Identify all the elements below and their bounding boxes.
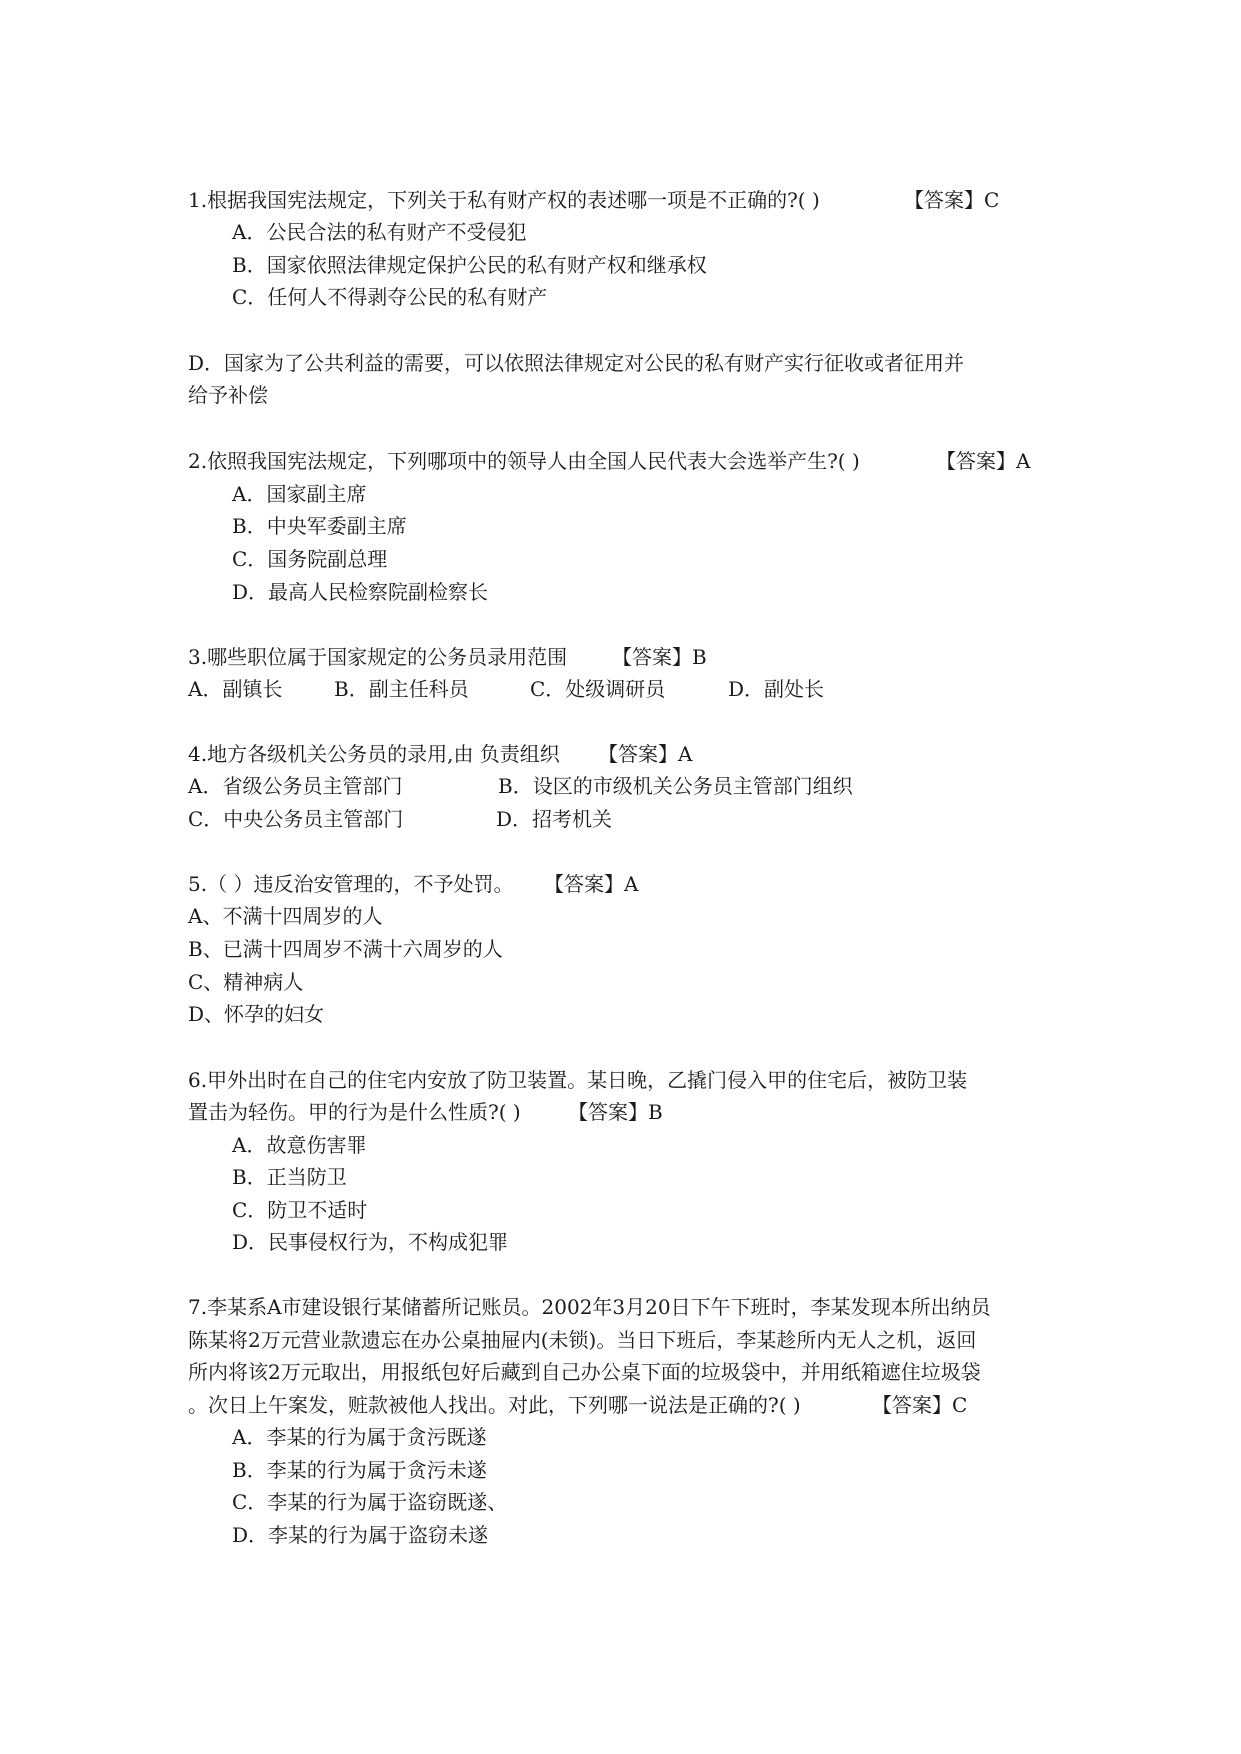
question-3-option-a: A．副镇长 — [188, 677, 283, 701]
question-7-stem-cont-1: 陈某将2万元营业款遗忘在办公桌抽屉内(未锁)。当日下班后，李某趁所内无人之机，返回 — [188, 1328, 977, 1352]
question-2-stem: 2.依照我国宪法规定，下列哪项中的领导人由全国人民代表大会选举产生?( ) — [188, 449, 860, 473]
question-5-option-b: B、已满十四周岁不满十六周岁的人 — [188, 937, 503, 961]
question-2-option-d: D．最高人民检察院副检察长 — [232, 580, 489, 604]
question-7-answer: 【答案】C — [872, 1393, 968, 1417]
question-6-option-b: B．正当防卫 — [232, 1165, 347, 1189]
question-2-option-b: B．中央军委副主席 — [232, 514, 407, 538]
question-5-answer: 【答案】A — [544, 872, 639, 896]
question-7-stem-cont-3: 。次日上午案发，赃款被他人找出。对此，下列哪一说法是正确的?( ) — [188, 1393, 801, 1417]
question-5-stem: 5.（ ）违反治安管理的，不予处罚。 — [188, 872, 514, 896]
question-1-option-a: A．公民合法的私有财产不受侵犯 — [232, 220, 527, 244]
question-2-answer: 【答案】A — [936, 449, 1031, 473]
question-3-answer: 【答案】B — [612, 645, 707, 669]
question-1-option-c: C．任何人不得剥夺公民的私有财产 — [232, 285, 548, 309]
question-1-option-b: B．国家依照法律规定保护公民的私有财产权和继承权 — [232, 253, 707, 277]
question-1-option-d-cont: 给予补偿 — [188, 383, 268, 407]
question-7-stem-cont-2: 所内将该2万元取出，用报纸包好后藏到自己办公桌下面的垃圾袋中，并用纸箱遮住垃圾袋 — [188, 1360, 981, 1384]
question-5-option-d: D、怀孕的妇女 — [188, 1002, 325, 1026]
question-3-stem: 3.哪些职位属于国家规定的公务员录用范围 — [188, 645, 568, 669]
question-5-option-a: A、不满十四周岁的人 — [188, 904, 383, 928]
question-1-answer: 【答案】C — [904, 188, 1000, 212]
question-6-stem-cont: 置击为轻伤。甲的行为是什么性质?( ) — [188, 1100, 521, 1124]
question-6-answer: 【答案】B — [568, 1100, 663, 1124]
question-6-option-d: D．民事侵权行为，不构成犯罪 — [232, 1230, 509, 1254]
question-2-option-c: C．国务院副总理 — [232, 547, 388, 571]
question-7-option-d: D．李某的行为属于盗窃未遂 — [232, 1523, 489, 1547]
question-3-option-b: B．副主任科员 — [334, 677, 469, 701]
question-7-option-b: B．李某的行为属于贪污未遂 — [232, 1458, 487, 1482]
question-4-option-a: A．省级公务员主管部门 — [188, 774, 403, 798]
question-4-answer: 【答案】A — [598, 742, 693, 766]
question-3-option-c: C．处级调研员 — [530, 677, 666, 701]
question-7-option-c: C．李某的行为属于盗窃既遂、 — [232, 1490, 508, 1514]
question-7-stem: 7.李某系A市建设银行某储蓄所记账员。2002年3月20日下午下班时，李某发现本所出纳员 — [188, 1295, 991, 1319]
question-2-option-a: A．国家副主席 — [232, 482, 367, 506]
question-1-option-d: D．国家为了公共利益的需要，可以依照法律规定对公民的私有财产实行征收或者征用并 — [188, 351, 965, 375]
question-4-stem: 4.地方各级机关公务员的录用,由 负责组织 — [188, 742, 560, 766]
question-1-stem: 1.根据我国宪法规定，下列关于私有财产权的表述哪一项是不正确的?( ) — [188, 188, 820, 212]
question-7-option-a: A．李某的行为属于贪污既遂 — [232, 1425, 487, 1449]
question-4-option-c: C．中央公务员主管部门 — [188, 807, 404, 831]
question-4-option-d: D．招考机关 — [496, 807, 613, 831]
question-5-option-c: C、精神病人 — [188, 970, 304, 994]
question-6-option-c: C．防卫不适时 — [232, 1198, 368, 1222]
question-3-option-d: D．副处长 — [728, 677, 825, 701]
question-6-option-a: A．故意伤害罪 — [232, 1133, 367, 1157]
question-6-stem: 6.甲外出时在自己的住宅内安放了防卫装置。某日晚，乙撬门侵入甲的住宅后，被防卫装 — [188, 1068, 968, 1092]
question-4-option-b: B．设区的市级机关公务员主管部门组织 — [498, 774, 853, 798]
